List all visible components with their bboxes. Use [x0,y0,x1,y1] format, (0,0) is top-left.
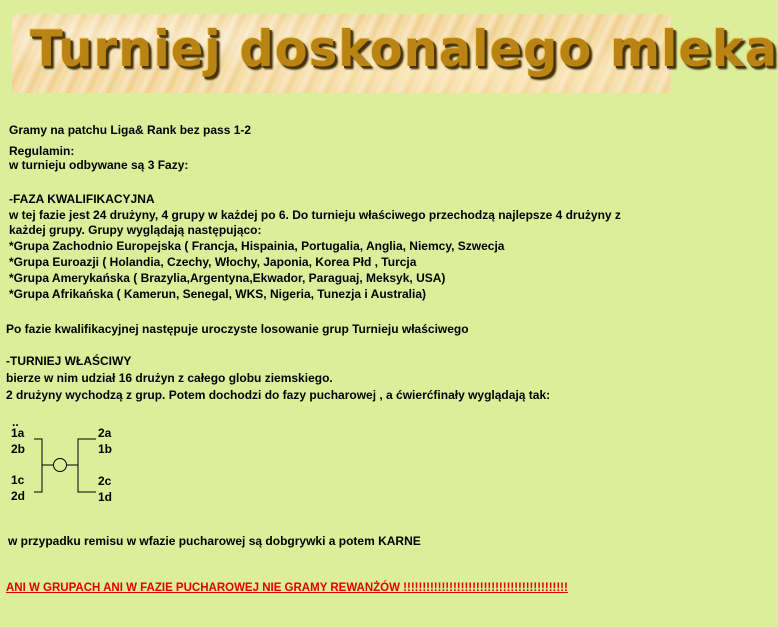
rules-heading: Regulamin: [9,144,75,158]
bracket-right-team: 2a [98,426,112,440]
bracket-dots: .. [12,415,19,429]
phases-intro: w turnieju odbywane są 3 Fazy: [9,158,189,172]
bracket-left-connector [34,439,42,492]
group-item: *Grupa Euroazji ( Holandia, Czechy, Włochy, Japonia, Korea Płd , Turcja [9,255,417,269]
main-tournament-line2: 2 drużyny wychodzą z grup. Potem dochodzi do fazy pucharowej , a ćwierćfinały wyglądają tak: [6,388,551,402]
draw-text: Po fazie kwalifikacyjnej następuje uroczyste losowanie grup Turnieju właściwego [6,322,469,336]
banner-title: Turniej doskonalego mleka [30,20,778,78]
bracket-right-team: 1b [98,442,113,456]
qualification-desc-line2: każdej grupy. Grupy wyglądają następująco: [9,223,262,237]
bracket-right-connector [78,439,96,492]
bracket-left-team: 1a [11,426,25,440]
title-banner [12,14,778,93]
bracket-center-circle [54,459,67,472]
bracket-left-team: 2b [11,442,26,456]
group-item: *Grupa Afrikańska ( Kamerun, Senegal, WKS, Nigeria, Tunezja i Australia) [9,287,426,301]
bracket-left-team: 2d [11,489,26,503]
group-item: *Grupa Amerykańska ( Brazylia,Argentyna,Ekwador, Paraguaj, Meksyk, USA) [9,271,446,285]
bracket-left-team: 1c [11,473,25,487]
bracket-right-team: 2c [98,474,112,488]
group-item: *Grupa Zachodnio Europejska ( Francja, Hispainia, Portugalia, Anglia, Niemcy, Szwecja [9,239,505,253]
qualification-desc-line1: w tej fazie jest 24 drużyny, 4 grupy w każdej po 6. Do turnieju właściwego przechodzą najlepsze 4 drużyny z [9,208,621,222]
tiebreak-text: w przypadku remisu w wfazie pucharowej są dobgrywki a potem KARNE [8,534,421,548]
main-tournament-heading: -TURNIEJ WŁAŚCIWY [6,354,132,368]
main-tournament-line1: bierze w nim udział 16 drużyn z całego globu ziemskiego. [6,371,333,385]
quarterfinal-bracket [8,415,128,508]
qualification-heading: -FAZA KWALIFIKACYJNA [9,192,155,206]
patch-info: Gramy na patchu Liga& Rank bez pass 1-2 [9,123,252,137]
no-rematch-warning: ANI W GRUPACH ANI W FAZIE PUCHAROWEJ NIE GRAMY REWANŻÓW !!!!!!!!!!!!!!!!!!!!!!!!!!!!!!!!!!!!!!!!!!! [6,582,568,594]
bracket-right-team: 1d [98,490,113,504]
